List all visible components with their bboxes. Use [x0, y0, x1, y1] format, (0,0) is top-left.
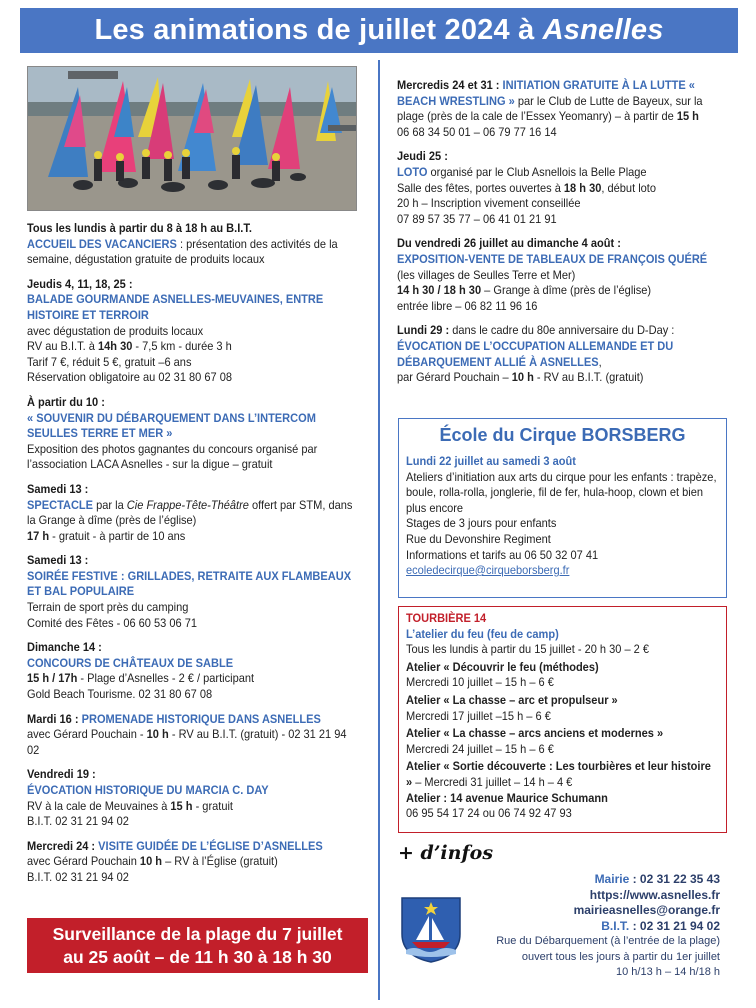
mairie-phone: : 02 31 22 35 43 — [629, 872, 720, 886]
surveillance-line: au 25 août – de 11 h 30 à 18 h 30 — [63, 947, 332, 967]
tourbiere-line: Tous les lundis à partir du 15 juillet - 20 h 30 – 2 € — [406, 642, 650, 657]
event-time: 15 h — [676, 109, 699, 124]
land-yacht-illustration — [28, 67, 357, 211]
event-contact: B.I.T. 02 31 21 94 02 — [27, 869, 129, 884]
title-main: Les animations de juillet 2024 à — [94, 14, 543, 46]
event-promenade — [27, 712, 355, 759]
event-exposition-vente — [397, 236, 728, 314]
surveillance-line: Surveillance de la plage du 7 juillet — [52, 924, 343, 944]
bit-address: Rue du Débarquement (à l’entrée de la plage) — [496, 935, 720, 947]
event-contact: Réservation obligatoire au 02 31 80 67 08 — [27, 370, 233, 385]
event-title: EXPOSITION-VENTE DE TABLEAUX DE FRANÇOIS QUÉRÉ — [397, 251, 708, 266]
event-title: PROMENADE HISTORIQUE DANS ASNELLES — [81, 711, 321, 726]
event-spectacle — [27, 482, 355, 544]
event-date: À partir du 10 : — [27, 394, 105, 409]
mairie-info — [470, 872, 720, 981]
company-name: Cie Frappe-Tête-Théâtre — [126, 497, 249, 512]
mairie-label: Mairie — [594, 872, 630, 886]
event-contact: 06 68 34 50 01 – 06 79 77 16 14 — [397, 124, 557, 139]
event-line: RV au B.I.T. à — [27, 339, 98, 354]
tourbiere-box — [398, 606, 727, 833]
beach-surveillance-banner — [27, 918, 368, 973]
event-line: RV à la cale de Meuvaines à — [27, 798, 171, 813]
event-line: - gratuit — [192, 798, 233, 813]
atelier-date: Mercredi 24 juillet – 15 h – 6 € — [406, 741, 554, 756]
event-date: Vendredi 19 : — [27, 767, 96, 782]
cirque-email-link[interactable]: ecoledecirque@cirqueborsberg.fr — [406, 563, 570, 578]
event-lutte — [397, 78, 728, 140]
bit-phone: : 02 31 21 94 02 — [629, 918, 720, 933]
event-contact: Gold Beach Tourisme. 02 31 80 67 08 — [27, 687, 213, 702]
event-time: 14 h 30 / 18 h 30 — [397, 283, 482, 298]
event-line: 20 h – Inscription vivement conseillée — [397, 196, 581, 211]
event-price: Tarif 7 €, réduit 5 €, gratuit –6 ans — [27, 354, 192, 369]
event-contact: Comité des Fêtes - 06 60 53 06 71 — [27, 615, 197, 630]
event-date: Samedi 13 : — [27, 481, 89, 496]
event-title: CONCOURS DE CHÂTEAUX DE SABLE — [27, 655, 234, 670]
event-balade — [27, 277, 355, 386]
event-visite-eglise — [27, 839, 355, 886]
mairie-website-link[interactable]: https://www.asnelles.fr — [589, 887, 720, 902]
atelier-date: – Mercredi 31 juillet – 14 h – 4 € — [412, 774, 573, 789]
atelier-title: Atelier « Découvrir le feu (méthodes) — [406, 659, 599, 674]
bit-label: B.I.T. — [601, 918, 630, 933]
event-accueil — [27, 221, 355, 268]
event-chateaux — [27, 640, 355, 702]
event-line: - RV au B.I.T. (gratuit) — [533, 370, 644, 385]
event-title: LOTO — [397, 164, 428, 179]
atelier-title: Atelier « La chasse – arcs anciens et modernes » — [406, 726, 664, 741]
cirque-phone: Informations et tarifs au 06 50 32 07 41 — [406, 547, 599, 562]
atelier-date: Mercredi 17 juillet –15 h – 6 € — [406, 708, 551, 723]
event-line: dans le cadre du 80e anniversaire du D-Day : — [449, 323, 675, 338]
event-line: , — [598, 354, 602, 369]
event-title: VISITE GUIDÉE DE L’ÉGLISE D’ASNELLES — [98, 838, 323, 853]
event-line: – Grange à dîme (près de l’église) — [481, 283, 652, 298]
event-line: - Plage d’Asnelles - 2 € / participant — [77, 671, 255, 686]
tourbiere-subtitle: L’atelier du feu (feu de camp) — [406, 626, 559, 641]
event-title: « SOUVENIR DU DÉBARQUEMENT DANS L’INTERCOM SEULLES TERRE ET MER » — [27, 410, 316, 441]
more-info-heading: + d’infos — [398, 842, 494, 864]
column-divider — [378, 60, 380, 1000]
event-line: , début loto — [601, 180, 657, 195]
event-date: Jeudi 25 : — [397, 149, 448, 164]
event-evocation-occupation — [397, 323, 728, 385]
event-title: INITIATION GRATUITE À LA LUTTE « BEACH WRESTLING » — [397, 78, 695, 108]
atelier-date: Mercredi 10 juillet – 15 h – 6 € — [406, 675, 554, 690]
event-time: 10 h — [139, 854, 163, 869]
event-date: Mardi 16 : — [27, 711, 82, 726]
mairie-email-link[interactable]: mairieasnelles@orange.fr — [573, 903, 720, 917]
atelier-title: Atelier « La chasse – arc et propulseur » — [406, 692, 618, 707]
bit-hours: 10 h/13 h – 14 h/18 h — [616, 966, 720, 978]
event-date: Du vendredi 26 juillet au dimanche 4 août : — [397, 236, 621, 251]
event-line: - 7,5 km - durée 3 h — [132, 339, 232, 354]
event-time: 14h 30 — [97, 339, 133, 354]
event-contact: entrée libre – 06 82 11 96 16 — [397, 298, 538, 313]
event-description: par le Club de Lutte de Bayeux, sur la plage (près de la cale de l’Essex Yeomanry) – à partir de — [397, 93, 703, 124]
event-date: Mercredi 24 : — [27, 838, 99, 853]
event-time: 10 h — [146, 727, 169, 742]
event-line: Salle des fêtes, portes ouvertes à — [397, 180, 564, 195]
bit-hours: ouvert tous les jours à partir du 1er juillet — [521, 950, 720, 963]
event-title: ACCUEIL DES VACANCIERS — [27, 236, 177, 251]
right-column — [397, 78, 730, 395]
cirque-line: Stages de 3 jours pour enfants — [406, 516, 557, 531]
event-line: par la — [93, 497, 127, 512]
event-date: Tous les lundis à partir du 8 à 18 h au B.I.T. — [27, 221, 252, 235]
event-contact: B.I.T. 02 31 21 94 02 — [27, 814, 129, 829]
tourbiere-title: TOURBIÈRE 14 — [406, 611, 487, 625]
event-time: 17 h — [27, 528, 50, 543]
cirque-date: Lundi 22 juillet au samedi 3 août — [406, 454, 576, 468]
cirque-title: École du Cirque BORSBERG — [439, 425, 686, 445]
event-date: Dimanche 14 : — [27, 640, 102, 655]
left-column — [27, 66, 357, 895]
event-line: – RV à l’Église (gratuit) — [162, 854, 278, 869]
event-date: Mercredis 24 et 31 : — [397, 78, 503, 92]
event-date: Jeudis 4, 11, 18, 25 : — [27, 276, 133, 291]
atelier-address: Atelier : 14 avenue Maurice Schumann — [406, 790, 608, 805]
cirque-address: Rue du Devonshire Regiment — [406, 531, 551, 546]
event-time: 18 h 30 — [563, 180, 602, 195]
event-line: avec dégustation de produits locaux — [27, 323, 204, 338]
event-time: 15 h — [170, 798, 193, 813]
event-line: par Gérard Pouchain – — [397, 370, 512, 385]
event-loto — [397, 149, 728, 227]
event-time: 10 h — [511, 370, 534, 385]
event-description: (les villages de Seulles Terre et Mer) — [397, 267, 576, 282]
cirque-description: Ateliers d’initiation aux arts du cirque pour les enfants : trapèze, boule, rolla-rolla, jonglerie, fil de fer, hula-hoop, clown et bien plus encore — [406, 469, 717, 515]
event-line: offert par STM, dans la Grange à dîme (près de l’église) — [27, 497, 353, 528]
event-title: ÉVOCATION HISTORIQUE DU MARCIA C. DAY — [27, 783, 269, 797]
page-title — [20, 8, 738, 53]
event-title: SOIRÉE FESTIVE : GRILLADES, RETRAITE AUX FLAMBEAUX ET BAL POPULAIRE — [27, 568, 352, 599]
atelier-title: Atelier « Sortie découverte : Les tourbières et leur histoire » — [406, 759, 711, 789]
event-description: Exposition des photos gagnantes du concours organisé par l’association LACA Asnelles - sur la digue – gratuit — [27, 441, 318, 472]
event-souvenir — [27, 395, 355, 473]
event-title: ÉVOCATION DE L’OCCUPATION ALLEMANDE ET DU DÉBARQUEMENT ALLIÉ À ASNELLES — [397, 338, 674, 369]
event-description: organisé par le Club Asnellois la Belle Plage — [427, 164, 647, 179]
event-line: avec Gérard Pouchain — [27, 854, 140, 869]
event-line: Terrain de sport près du camping — [27, 600, 189, 615]
event-contact: 07 89 57 35 77 – 06 41 01 21 91 — [397, 211, 557, 226]
event-soiree — [27, 553, 355, 631]
event-title: BALADE GOURMANDE ASNELLES-MEUVAINES, ENTRE HISTOIRE ET TERROIR — [27, 292, 324, 322]
title-place: Asnelles — [542, 14, 664, 46]
event-line: avec Gérard Pouchain - — [27, 727, 147, 742]
event-line: - RV au B.I.T. (gratuit) - 02 31 21 94 02 — [27, 727, 347, 757]
event-line: - gratuit - à partir de 10 ans — [49, 528, 186, 543]
asnelles-crest-icon — [400, 896, 462, 964]
event-time: 15 h / 17h — [27, 671, 78, 686]
event-description: : présentation des activités de la semaine, dégustation gratuite de produits locaux — [27, 236, 338, 267]
event-date: Samedi 13 : — [27, 553, 89, 568]
event-date: Lundi 29 : — [397, 323, 450, 338]
beach-sailing-photo — [27, 66, 357, 211]
atelier-phone: 06 95 54 17 24 ou 06 74 92 47 93 — [406, 806, 572, 821]
event-evocation-marcia — [27, 767, 355, 829]
cirque-box — [398, 418, 727, 598]
event-title: SPECTACLE — [27, 497, 94, 512]
